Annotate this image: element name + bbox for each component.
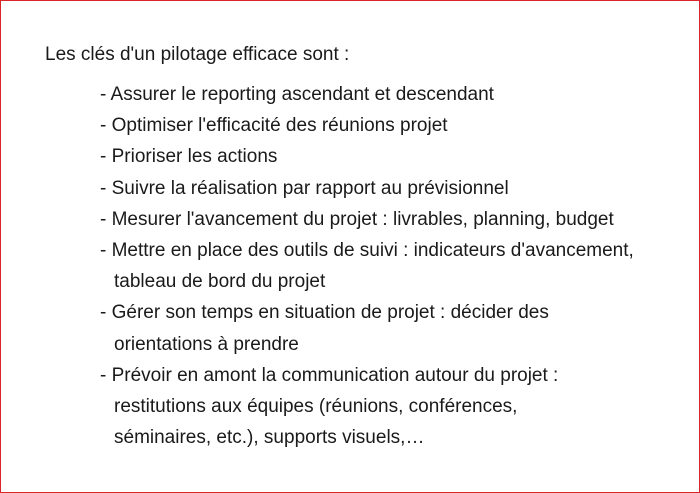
list-item xyxy=(100,79,634,110)
list-item xyxy=(100,110,634,141)
list-item-line: - Optimiser l'efficacité des réunions projet xyxy=(100,115,448,137)
list-item xyxy=(100,141,634,172)
list-item xyxy=(100,173,634,204)
list-item-line: restitutions aux équipes (réunions, conférences, xyxy=(114,396,518,418)
list-item-line: - Assurer le reporting ascendant et descendant xyxy=(100,84,494,105)
list-item xyxy=(100,235,634,297)
list-item-line: - Gérer son temps en situation de projet : décider des xyxy=(100,302,549,324)
list-item-line: orientations à prendre xyxy=(114,333,299,355)
list-item-line: séminaires, etc.), supports visuels,… xyxy=(114,427,425,449)
list-item-line: - Mettre en place des outils de suivi : indicateurs d'avancement, xyxy=(100,240,634,262)
list-item xyxy=(100,204,634,235)
list-item-line: - Prioriser les actions xyxy=(100,146,278,168)
bullet-list xyxy=(100,79,634,453)
list-item-line: - Mesurer l'avancement du projet : livrables, planning, budget xyxy=(100,208,614,230)
list-item xyxy=(100,297,634,359)
list-item-line: - Suivre la réalisation par rapport au prévisionnel xyxy=(100,177,509,199)
list-item-line: tableau de bord du projet xyxy=(114,271,326,293)
list-item xyxy=(100,360,634,454)
intro-text: Les clés d'un pilotage efficace sont : xyxy=(45,44,350,65)
list-item-line: - Prévoir en amont la communication autour du projet : xyxy=(100,364,559,386)
